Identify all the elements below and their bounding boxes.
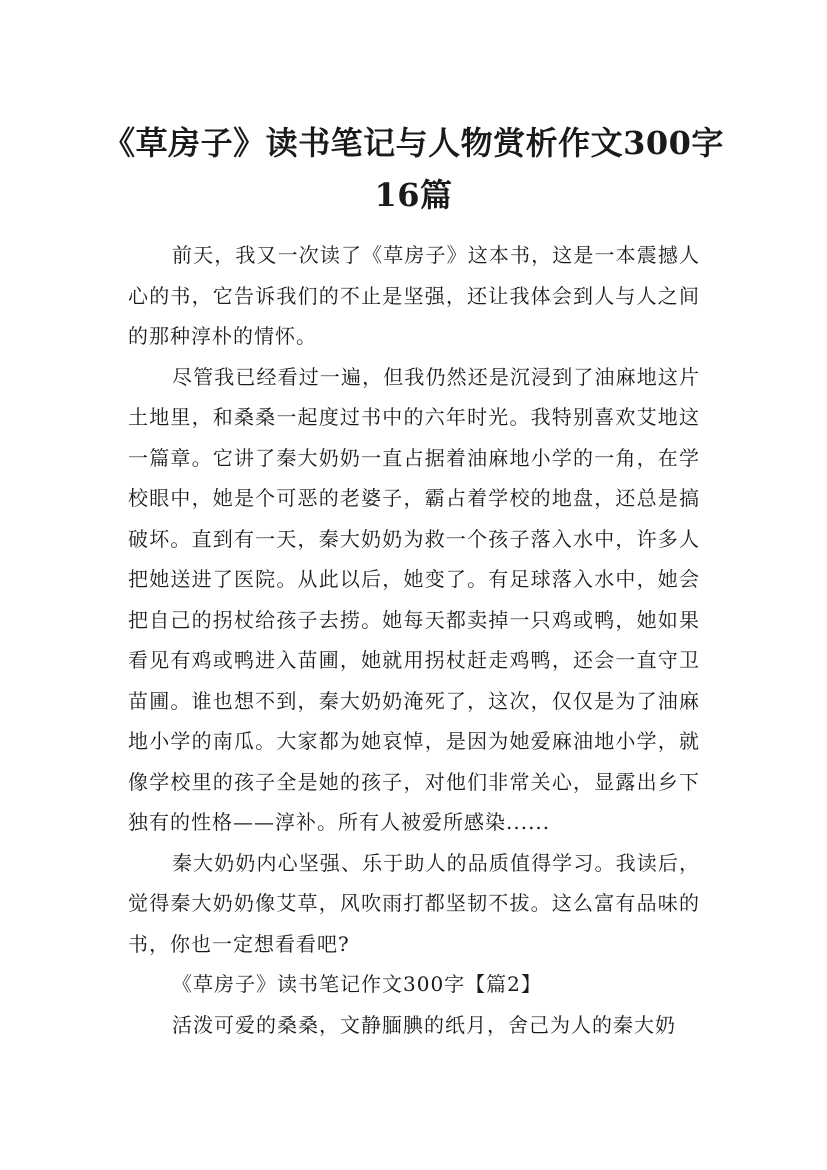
title-line-2: 16篇 [374,176,453,215]
document-body [128,235,700,1045]
title-line-1: 《草房子》读书笔记与人物赏析作文300字 [103,124,724,163]
paragraph-4: 活泼可爱的桑桑，文静腼腆的纸月，舍己为人的秦大奶 [172,1012,676,1037]
paragraph-1: 前天，我又一次读了《草房子》这本书，这是一本震撼人心的书，它告诉我们的不止是坚强，还让我体会到人与人之间的那种淳朴的情怀。 [128,243,700,348]
paragraph-2: 尽管我已经看过一遍，但我仍然还是沉浸到了油麻地这片土地里，和桑桑一起度过书中的六年时光。我特别喜欢艾地这一篇章。它讲了秦大奶奶一直占据着油麻地小学的一角，在学校眼中，她是个可恶的老婆子，霸占着学校的地盘，还总是搞破坏。直到有一天，秦大奶奶为救一个孩子落入水中，许多人把她送进了医院。从此以后，她变了。有足球落入水中，她会把自己的拐杖给孩子去捞。她每天都卖掉一只鸡或鸭，她如果看见有鸡或鸭进入苗圃，她就用拐杖赶走鸡鸭，还会一直守卫苗圃。谁也想不到，秦大奶奶淹死了，这次，仅仅是为了油麻地小学的南瓜。大家都为她哀悼，是因为她爱麻油地小学，就像学校里的孩子全是她的孩子，对他们非常关心，显露出乡下独有的性格——淳补。所有人被爱所感染...... [128,364,700,834]
section-heading: 《草房子》读书笔记作文300字【篇2】 [172,972,542,996]
paragraph-3: 秦大奶奶内心坚强、乐于助人的品质值得学习。我读后，觉得秦大奶奶像艾草，风吹雨打都坚韧不拔。这么富有品味的书，你也一定想看看吧? [128,850,700,956]
document-title [100,117,727,221]
